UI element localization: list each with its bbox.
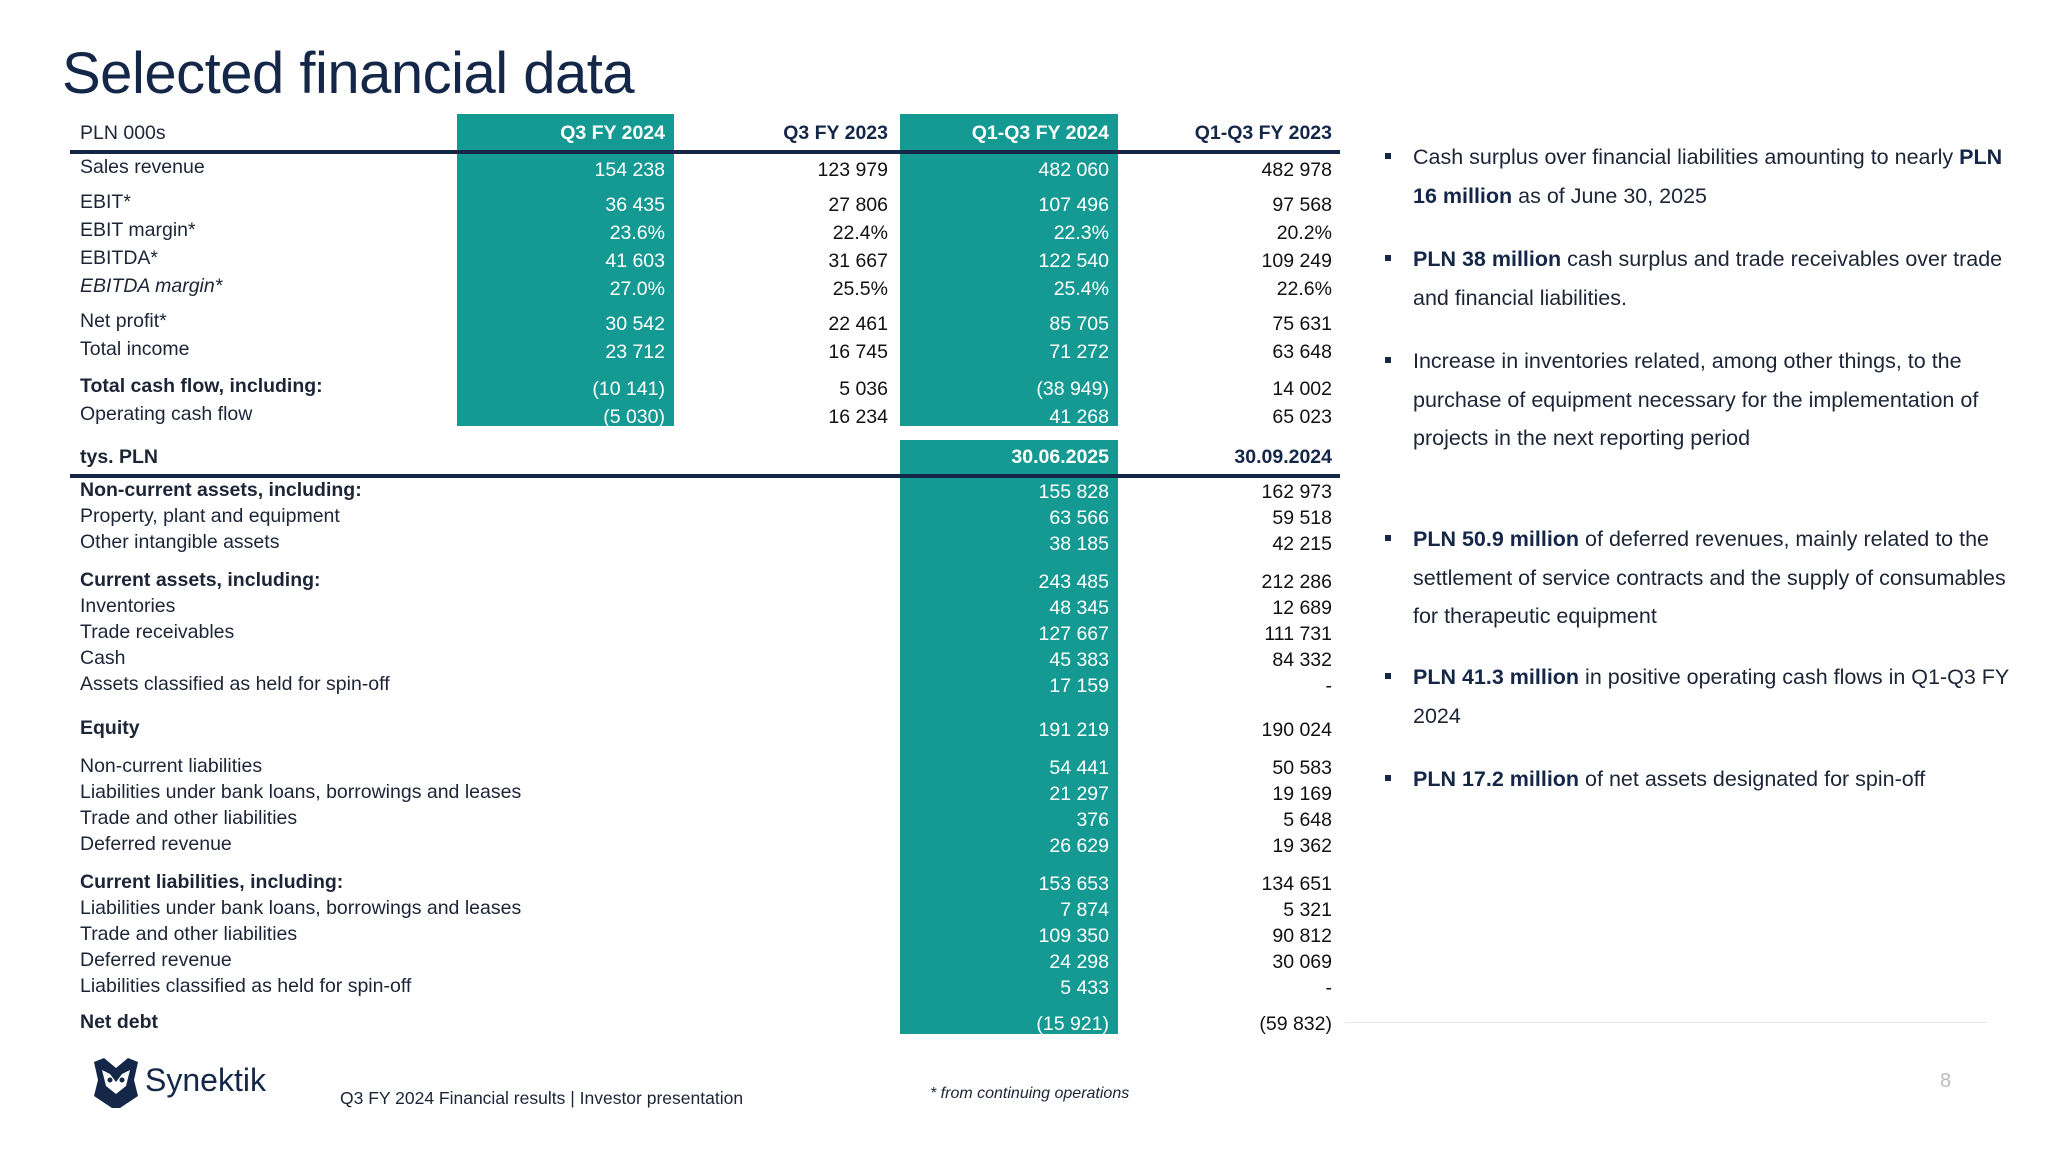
header-30-06-2025: 30.06.2025 [1011,446,1109,468]
row-label: EBIT* [80,191,131,213]
row-label: Liabilities classified as held for spin-off [80,975,412,997]
page-number: 8 [1940,1070,1952,1092]
header-q1q3-fy2024: Q1-Q3 FY 2024 [971,122,1109,144]
row-label: Inventories [80,595,176,617]
bullet-icon [1385,153,1391,159]
table-cell: (15 921) [1036,1013,1109,1035]
table-cell: 38 185 [1049,533,1109,555]
highlight-text [1413,520,2013,636]
table-cell: 31 667 [828,250,888,272]
row-label: Current assets, including: [80,569,321,591]
highlight-text-rest: of deferred revenues, mainly related to the settlement of service contracts and the supply of consumables for therapeutic equipment [1413,527,2006,628]
highlight-text [1413,240,2013,317]
highlight-text-emphasis: PLN 41.3 million [1413,665,1580,689]
table-cell: 75 631 [1272,313,1332,335]
table-cell: 5 321 [1283,899,1332,921]
highlight-text-rest: cash surplus and trade receivables over trade and financial liabilities. [1413,247,2003,310]
table-cell: (10 141) [592,378,665,400]
table-cell: 19 169 [1272,783,1332,805]
table-cell: 22.3% [1053,222,1109,244]
table-cell: 22.4% [832,222,888,244]
bullet-icon [1385,775,1391,781]
table-cell: 376 [1076,809,1109,831]
table-cell: 24 298 [1049,951,1109,973]
row-label: Total cash flow, including: [80,375,323,397]
highlight-text-emphasis: PLN 50.9 million [1413,527,1580,551]
table-cell: 36 435 [605,194,665,216]
bullet-icon [1385,255,1391,261]
table-cell: 63 566 [1049,507,1109,529]
table-cell: 5 433 [1060,977,1109,999]
divider [1345,1022,1987,1023]
table-cell: 16 745 [828,341,888,363]
table-cell: 122 540 [1038,250,1109,272]
table-cell: 22 461 [828,313,888,335]
row-label: Sales revenue [80,156,205,178]
row-label: Assets classified as held for spin-off [80,673,390,695]
highlight-text-emphasis: PLN 38 million [1413,247,1562,271]
table-cell: 14 002 [1272,378,1332,400]
header-q3-fy2023: Q3 FY 2023 [783,122,888,144]
table-cell: 22.6% [1276,278,1332,300]
table-cell: 41 603 [605,250,665,272]
table-cell: 63 648 [1272,341,1332,363]
table-cell: 190 024 [1261,719,1332,741]
footnote: * from continuing operations [930,1085,1130,1102]
table-cell: 84 332 [1272,649,1332,671]
table-cell: 109 249 [1261,250,1332,272]
table-cell: 21 297 [1049,783,1109,805]
row-label: Liabilities under bank loans, borrowings and leases [80,897,522,919]
row-label: Equity [80,717,140,739]
row-label: Current liabilities, including: [80,871,344,893]
row-label: Liabilities under bank loans, borrowings and leases [80,781,522,803]
header-q1q3-fy2023: Q1-Q3 FY 2023 [1194,122,1332,144]
highlight-text [1413,658,2013,735]
logo-text: Synektik [145,1062,266,1098]
table-cell: 123 979 [817,159,888,181]
bullet-icon [1385,673,1391,679]
bullet-icon [1385,535,1391,541]
header-rule [70,150,1340,154]
table-cell: 16 234 [828,406,888,428]
highlight-text [1413,760,2013,799]
row-label: Net debt [80,1011,158,1033]
table-cell: 109 350 [1038,925,1109,947]
table-cell: 19 362 [1272,835,1332,857]
table-cell: 41 268 [1049,406,1109,428]
highlight-text-lead: Increase in inventories related, among other things, to the purchase of equipment necessary for the implementation of projects in the next reporting period [1413,349,1979,450]
table-cell: 162 973 [1261,481,1332,503]
table-cell: 27.0% [609,278,665,300]
table-cell: 154 238 [594,159,665,181]
bullet-icon [1385,357,1391,363]
table-cell: 107 496 [1038,194,1109,216]
presentation-label: Q3 FY 2024 Financial results | Investor presentation [340,1088,744,1108]
highlight-text-lead: Cash surplus over financial liabilities amounting to nearly [1413,145,1960,169]
table-cell: 20.2% [1276,222,1332,244]
row-label: EBITDA margin* [80,275,223,297]
row-label: Non-current assets, including: [80,479,362,501]
table-cell: 54 441 [1049,757,1109,779]
unit-label: PLN 000s [80,122,166,144]
row-label: Operating cash flow [80,403,253,425]
page-title: Selected financial data [62,41,635,106]
table-cell: 27 806 [828,194,888,216]
table-cell: (5 030) [603,406,665,428]
highlight-text-rest: as of June 30, 2025 [1512,183,1708,208]
row-label: Cash [80,647,126,669]
header-30-09-2024: 30.09.2024 [1234,446,1332,468]
table-cell: 482 060 [1038,159,1109,181]
table-cell: 243 485 [1038,571,1109,593]
table-cell: 25.5% [832,278,888,300]
table-cell: - [1325,977,1332,999]
synektik-logo-icon [90,1056,142,1115]
highlight-text-rest: in positive operating cash flows in Q1-Q3 FY 2024 [1413,665,2009,728]
table-cell: 30 542 [605,313,665,335]
highlight-text-emphasis: PLN 16 million [1413,145,2003,208]
highlight-text-emphasis: PLN 17.2 million [1413,767,1580,791]
table-cell: 42 215 [1272,533,1332,555]
table-cell: 97 568 [1272,194,1332,216]
table-cell: 23 712 [605,341,665,363]
table-cell: 26 629 [1049,835,1109,857]
row-label: Other intangible assets [80,531,280,553]
highlight-text [1413,138,2013,215]
row-label: Trade and other liabilities [80,923,298,945]
row-label: Trade receivables [80,621,235,643]
table-cell: 111 731 [1264,623,1332,645]
row-label: Non-current liabilities [80,755,263,777]
table-cell: 482 978 [1261,159,1332,181]
table-cell: 5 036 [839,378,888,400]
row-label: EBITDA* [80,247,159,269]
table-cell: 90 812 [1272,925,1332,947]
row-label: Property, plant and equipment [80,505,340,527]
table-cell: 71 272 [1049,341,1109,363]
unit-label-balance: tys. PLN [80,446,159,468]
table-cell: 17 159 [1049,675,1109,697]
highlight-text [1413,342,2013,458]
balance-header-rule [70,474,1340,478]
table-cell: (59 832) [1259,1013,1332,1035]
table-cell: 155 828 [1038,481,1109,503]
row-label: Deferred revenue [80,833,232,855]
table-cell: 127 667 [1038,623,1109,645]
table-cell: 134 651 [1261,873,1332,895]
table-cell: 85 705 [1049,313,1109,335]
table-cell: 50 583 [1272,757,1332,779]
table-cell: 30 069 [1272,951,1332,973]
header-q3-fy2024: Q3 FY 2024 [560,122,665,144]
table-cell: (38 949) [1036,378,1109,400]
table-cell: 25.4% [1053,278,1109,300]
row-label: Trade and other liabilities [80,807,298,829]
row-label: Total income [80,338,190,360]
table-cell: 48 345 [1049,597,1109,619]
table-cell: 153 653 [1038,873,1109,895]
row-label: Deferred revenue [80,949,232,971]
table-cell: 212 286 [1261,571,1332,593]
table-cell: 5 648 [1283,809,1332,831]
table-cell: - [1325,675,1332,697]
table-cell: 65 023 [1272,406,1332,428]
table-cell: 12 689 [1272,597,1332,619]
table-cell: 59 518 [1272,507,1332,529]
table-cell: 191 219 [1038,719,1109,741]
table-cell: 23.6% [609,222,665,244]
row-label: Net profit* [80,310,167,332]
table-cell: 7 874 [1060,899,1109,921]
row-label: EBIT margin* [80,219,196,241]
table-cell: 45 383 [1049,649,1109,671]
highlight-text-rest: of net assets designated for spin-off [1579,767,1926,791]
